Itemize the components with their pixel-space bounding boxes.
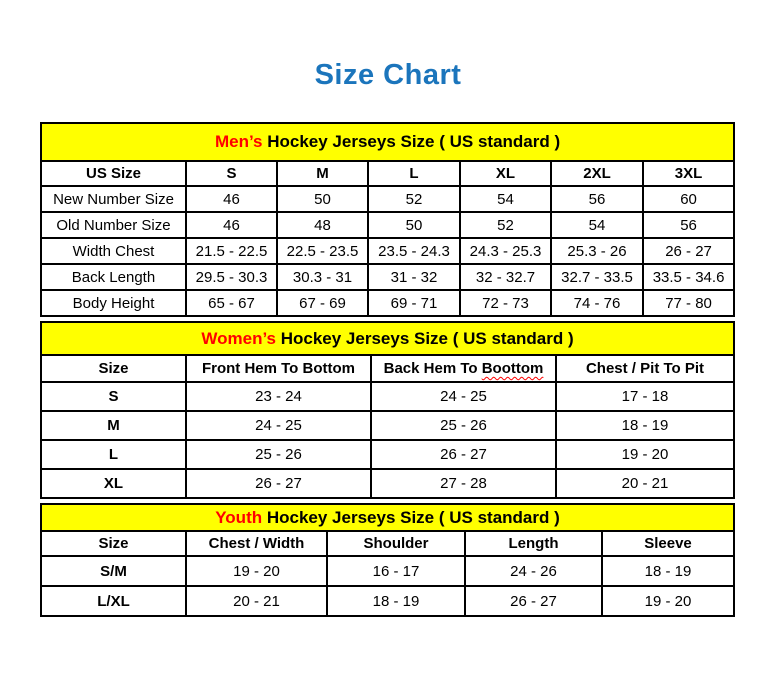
cell-value: 25 - 26 <box>371 411 556 440</box>
youth-banner-highlight: Youth <box>215 507 263 527</box>
mens-column-header-row <box>41 161 734 186</box>
column-header: Size <box>41 355 186 382</box>
cell-value: 21.5 - 22.5 <box>186 238 277 264</box>
cell-value: 19 - 20 <box>186 556 327 586</box>
cell-value: 67 - 69 <box>277 290 368 316</box>
row-label: L <box>41 440 186 469</box>
mens-banner-highlight: Men’s <box>214 132 263 151</box>
cell-value: 26 - 27 <box>643 238 734 264</box>
cell-value: 26 - 27 <box>186 469 371 498</box>
column-header: Back Hem To Boottom <box>371 355 556 382</box>
cell-value: 74 - 76 <box>551 290 643 316</box>
cell-value: 31 - 32 <box>368 264 460 290</box>
table-row <box>41 382 734 411</box>
cell-value: 18 - 19 <box>556 411 734 440</box>
cell-value: 26 - 27 <box>465 586 602 616</box>
cell-value: 18 - 19 <box>327 586 465 616</box>
cell-value: 22.5 - 23.5 <box>277 238 368 264</box>
youth-banner <box>41 504 734 531</box>
cell-value: 26 - 27 <box>371 440 556 469</box>
cell-value: 60 <box>643 186 734 212</box>
row-label: New Number Size <box>41 186 186 212</box>
cell-value: 56 <box>643 212 734 238</box>
column-header: XL <box>460 161 551 186</box>
row-label: XL <box>41 469 186 498</box>
cell-value: 30.3 - 31 <box>277 264 368 290</box>
cell-value: 24 - 26 <box>465 556 602 586</box>
mens-banner-text: Hockey Jerseys Size ( US standard ) <box>262 132 561 151</box>
cell-value: 18 - 19 <box>602 556 734 586</box>
youth-size-table <box>40 503 735 617</box>
row-label: Body Height <box>41 290 186 316</box>
youth-column-header-row <box>41 531 734 556</box>
column-header: Chest / Pit To Pit <box>556 355 734 382</box>
cell-value: 56 <box>551 186 643 212</box>
womens-size-table <box>40 321 735 499</box>
cell-value: 24 - 25 <box>186 411 371 440</box>
cell-value: 65 - 67 <box>186 290 277 316</box>
row-label: Back Length <box>41 264 186 290</box>
cell-value: 32 - 32.7 <box>460 264 551 290</box>
row-label: Width Chest <box>41 238 186 264</box>
cell-value: 16 - 17 <box>327 556 465 586</box>
cell-value: 27 - 28 <box>371 469 556 498</box>
row-label: M <box>41 411 186 440</box>
column-header: Length <box>465 531 602 556</box>
cell-value: 54 <box>460 186 551 212</box>
youth-banner-cell <box>41 504 734 531</box>
cell-value: 20 - 21 <box>186 586 327 616</box>
column-header: Front Hem To Bottom <box>186 355 371 382</box>
cell-value: 77 - 80 <box>643 290 734 316</box>
table-row <box>41 469 734 498</box>
table-row <box>41 186 734 212</box>
cell-value: 69 - 71 <box>368 290 460 316</box>
table-row <box>41 556 734 586</box>
cell-value: 33.5 - 34.6 <box>643 264 734 290</box>
page-title: Size Chart <box>314 59 462 91</box>
column-header: US Size <box>41 161 186 186</box>
table-row <box>41 411 734 440</box>
table-row <box>41 238 734 264</box>
cell-value: 72 - 73 <box>460 290 551 316</box>
column-header: Shoulder <box>327 531 465 556</box>
row-label: Old Number Size <box>41 212 186 238</box>
cell-value: 46 <box>186 212 277 238</box>
table-row <box>41 440 734 469</box>
cell-value: 50 <box>368 212 460 238</box>
cell-value: 52 <box>460 212 551 238</box>
column-header: L <box>368 161 460 186</box>
cell-value: 19 - 20 <box>602 586 734 616</box>
table-row <box>41 212 734 238</box>
cell-value: 20 - 21 <box>556 469 734 498</box>
table-row <box>41 290 734 316</box>
youth-banner-text: Hockey Jerseys Size ( US standard ) <box>262 507 560 527</box>
column-header: 3XL <box>643 161 734 186</box>
cell-value: 23 - 24 <box>186 382 371 411</box>
cell-value: 24 - 25 <box>371 382 556 411</box>
column-header: S <box>186 161 277 186</box>
misspelled-word: Boottom <box>481 360 544 377</box>
mens-banner <box>41 123 734 161</box>
cell-value: 52 <box>368 186 460 212</box>
column-header: Size <box>41 531 186 556</box>
size-chart-tables <box>40 122 735 617</box>
womens-banner-cell <box>41 322 734 355</box>
womens-banner-highlight: Women’s <box>201 328 276 348</box>
cell-value: 29.5 - 30.3 <box>186 264 277 290</box>
cell-value: 32.7 - 33.5 <box>551 264 643 290</box>
womens-column-header-row <box>41 355 734 382</box>
cell-value: 25.3 - 26 <box>551 238 643 264</box>
cell-value: 48 <box>277 212 368 238</box>
cell-value: 54 <box>551 212 643 238</box>
column-header: 2XL <box>551 161 643 186</box>
column-header: Sleeve <box>602 531 734 556</box>
cell-value: 50 <box>277 186 368 212</box>
cell-value: 19 - 20 <box>556 440 734 469</box>
cell-value: 46 <box>186 186 277 212</box>
table-row <box>41 586 734 616</box>
mens-banner-cell <box>41 123 734 161</box>
mens-size-table <box>40 122 735 317</box>
column-header: M <box>277 161 368 186</box>
cell-value: 25 - 26 <box>186 440 371 469</box>
row-label: S <box>41 382 186 411</box>
row-label: S/M <box>41 556 186 586</box>
row-label: L/XL <box>41 586 186 616</box>
womens-banner <box>41 322 734 355</box>
table-row <box>41 264 734 290</box>
cell-value: 17 - 18 <box>556 382 734 411</box>
column-header: Chest / Width <box>186 531 327 556</box>
cell-value: 24.3 - 25.3 <box>460 238 551 264</box>
cell-value: 23.5 - 24.3 <box>368 238 460 264</box>
womens-banner-text: Hockey Jerseys Size ( US standard ) <box>276 328 574 348</box>
